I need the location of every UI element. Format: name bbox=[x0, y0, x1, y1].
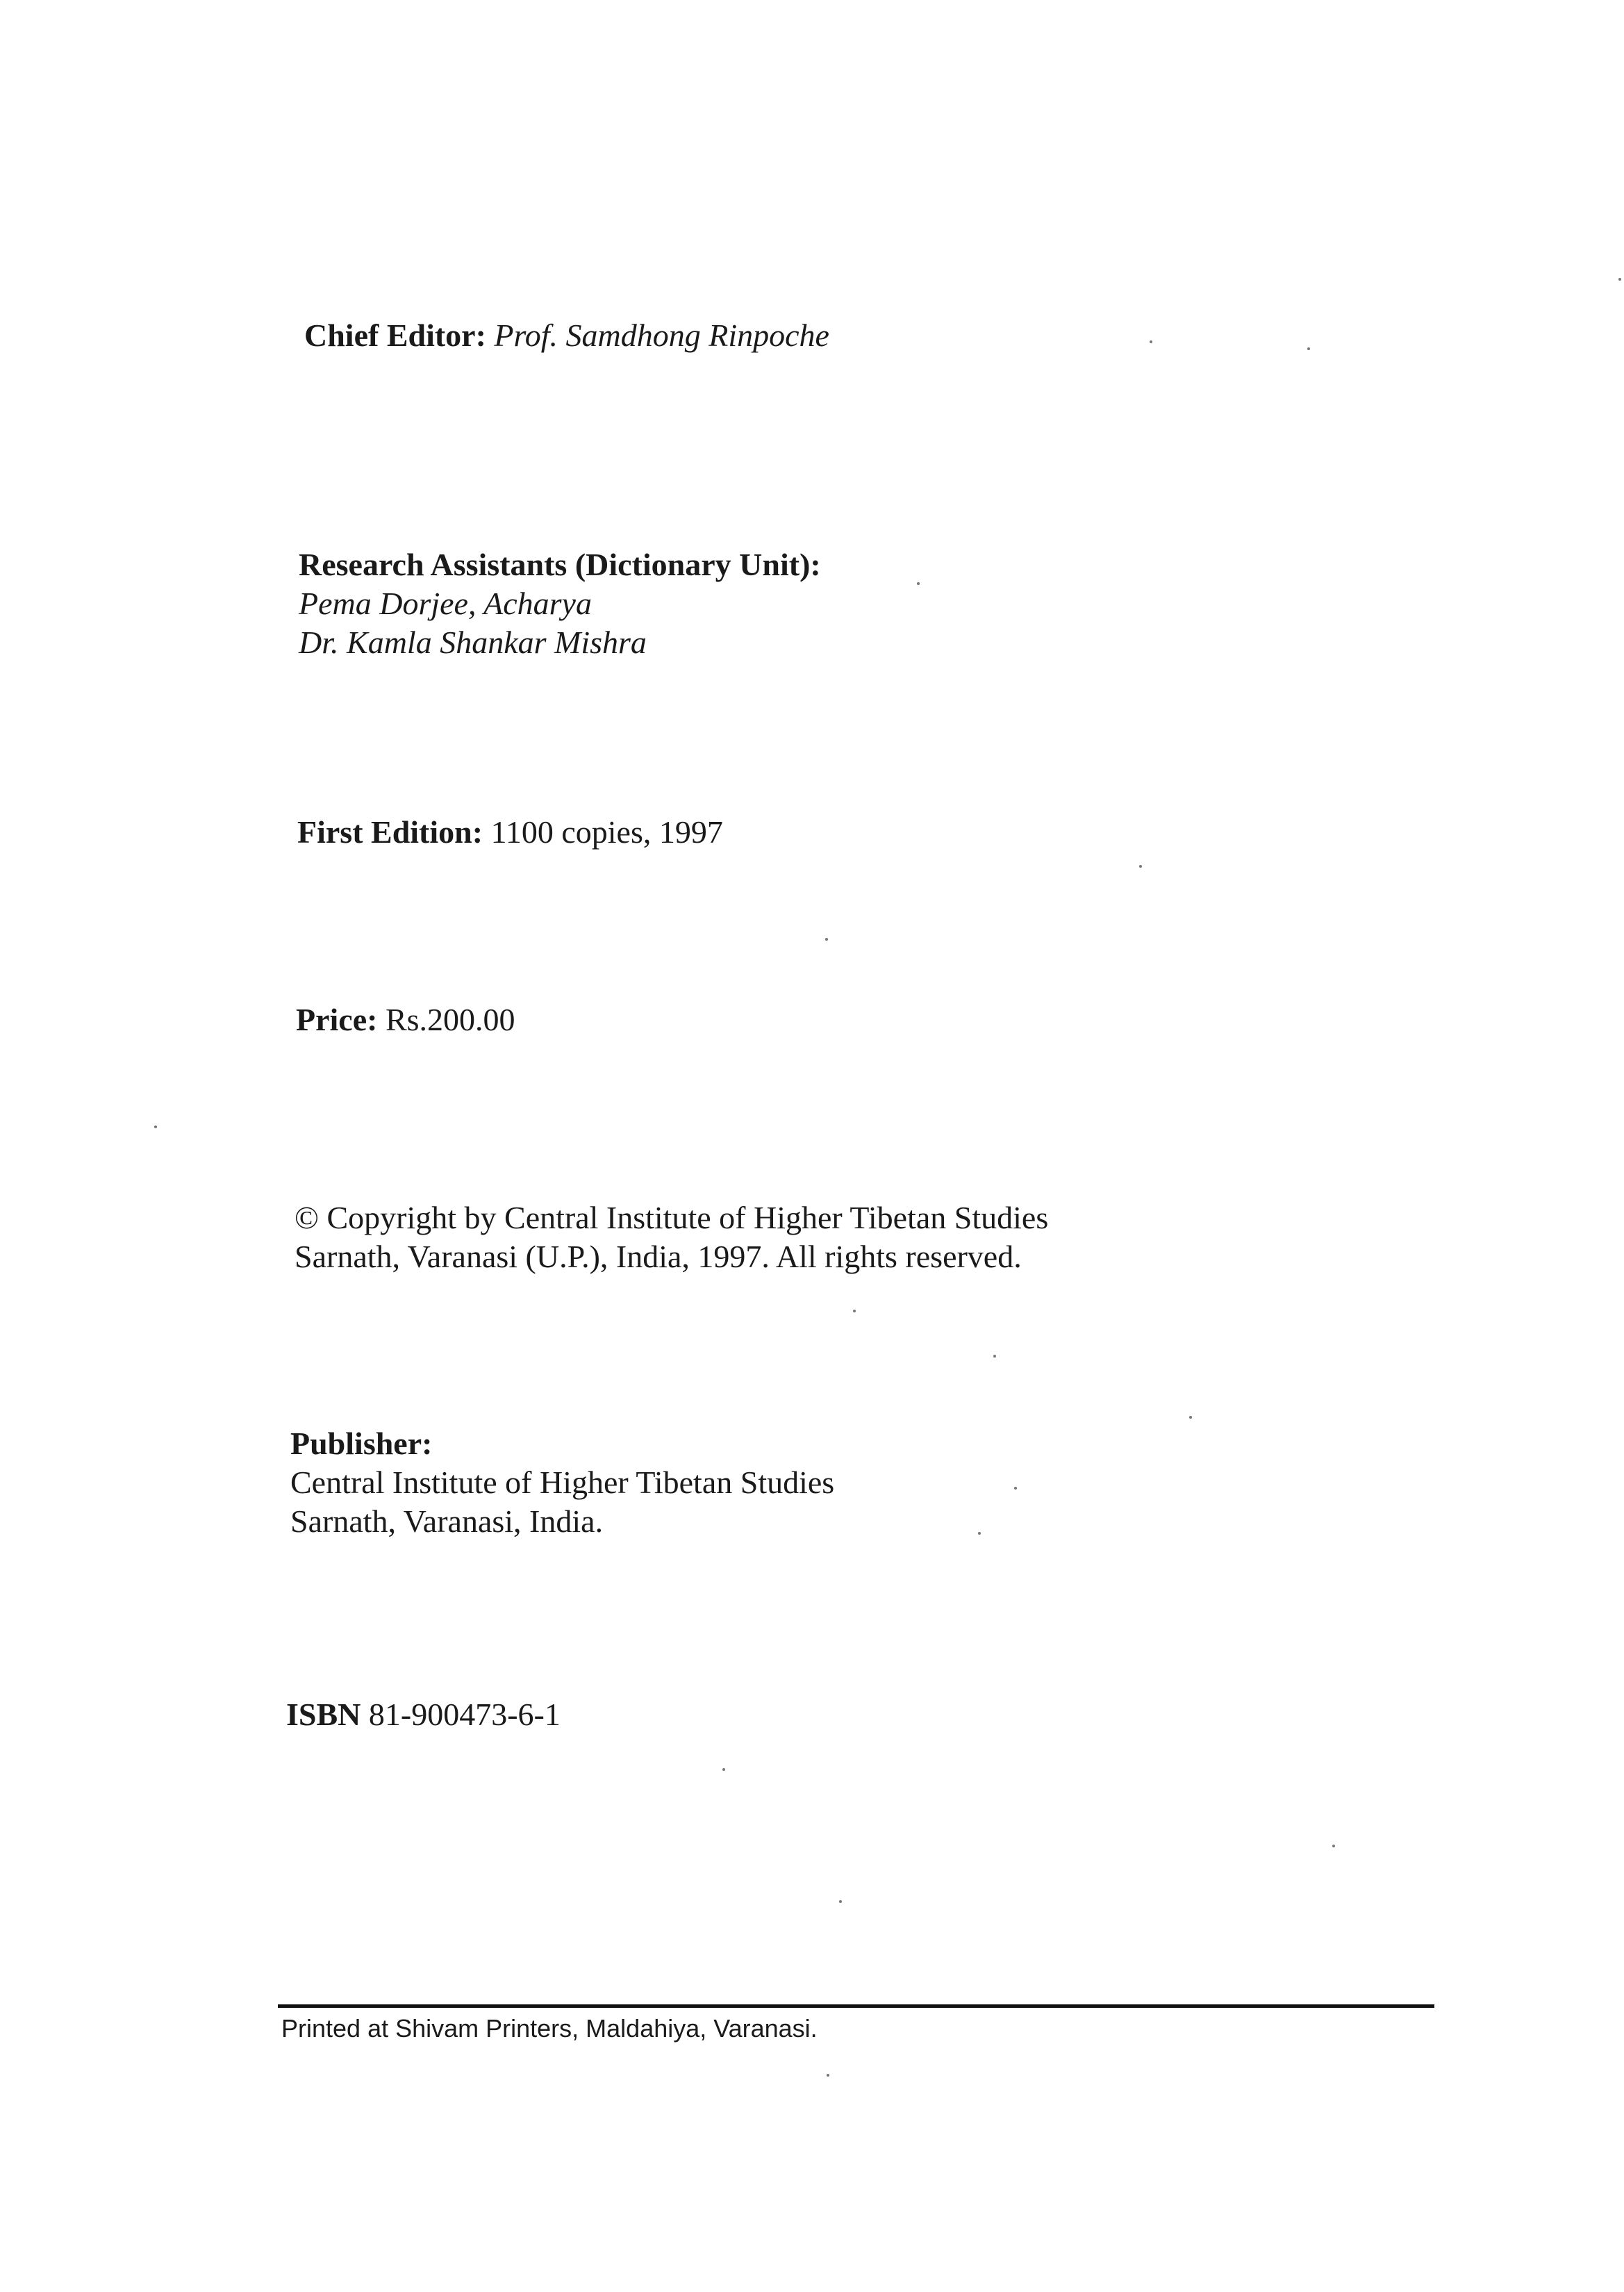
scan-speck bbox=[839, 1900, 842, 1903]
publisher-label: Publisher: bbox=[290, 1426, 433, 1461]
publisher-line-2: Sarnath, Varanasi, India. bbox=[290, 1503, 604, 1539]
chief-editor-label: Chief Editor: bbox=[304, 318, 486, 353]
scan-speck bbox=[154, 1126, 157, 1128]
scan-speck bbox=[993, 1355, 996, 1358]
scan-speck bbox=[1139, 865, 1142, 868]
research-assistants-section bbox=[299, 545, 821, 662]
scan-speck bbox=[1332, 1845, 1335, 1847]
copyright-line-1: © Copyright by Central Institute of Higher Tibetan Studies bbox=[295, 1200, 1049, 1235]
scan-speck bbox=[1014, 1487, 1017, 1490]
scan-speck bbox=[1307, 347, 1310, 350]
first-edition-label: First Edition: bbox=[297, 814, 483, 850]
price-value: Rs.200.00 bbox=[385, 1002, 515, 1037]
price-label: Price: bbox=[296, 1002, 378, 1037]
first-edition-value: 1100 copies, 1997 bbox=[490, 814, 723, 850]
scan-speck bbox=[917, 582, 920, 585]
publisher-line-1: Central Institute of Higher Tibetan Studies bbox=[290, 1465, 835, 1500]
copyright-notice bbox=[295, 1198, 1048, 1276]
scan-speck bbox=[825, 938, 828, 941]
scan-speck bbox=[853, 1310, 856, 1312]
scan-speck bbox=[1150, 340, 1152, 343]
chief-editor-name: Prof. Samdhong Rinpoche bbox=[494, 318, 829, 353]
research-assistant-name-2: Dr. Kamla Shankar Mishra bbox=[299, 625, 647, 660]
scan-speck bbox=[978, 1532, 981, 1535]
copyright-line-2: Sarnath, Varanasi (U.P.), India, 1997. All rights reserved. bbox=[295, 1239, 1022, 1274]
chief-editor-line bbox=[304, 316, 829, 355]
scan-speck bbox=[1618, 278, 1621, 281]
footer-rule bbox=[278, 2004, 1434, 2008]
scan-speck bbox=[827, 2074, 829, 2077]
isbn-value: 81-900473-6-1 bbox=[368, 1697, 561, 1732]
publisher-section bbox=[290, 1424, 834, 1541]
isbn-label: ISBN bbox=[286, 1697, 361, 1732]
first-edition-line bbox=[297, 813, 723, 852]
research-assistants-label: Research Assistants (Dictionary Unit): bbox=[299, 547, 821, 582]
isbn-line bbox=[286, 1695, 561, 1734]
scan-speck bbox=[1189, 1416, 1192, 1419]
scan-speck bbox=[722, 1768, 725, 1771]
price-line bbox=[296, 1000, 515, 1039]
printer-credit: Printed at Shivam Printers, Maldahiya, Varanasi. bbox=[281, 2014, 818, 2043]
research-assistant-name-1: Pema Dorjee, Acharya bbox=[299, 586, 592, 621]
